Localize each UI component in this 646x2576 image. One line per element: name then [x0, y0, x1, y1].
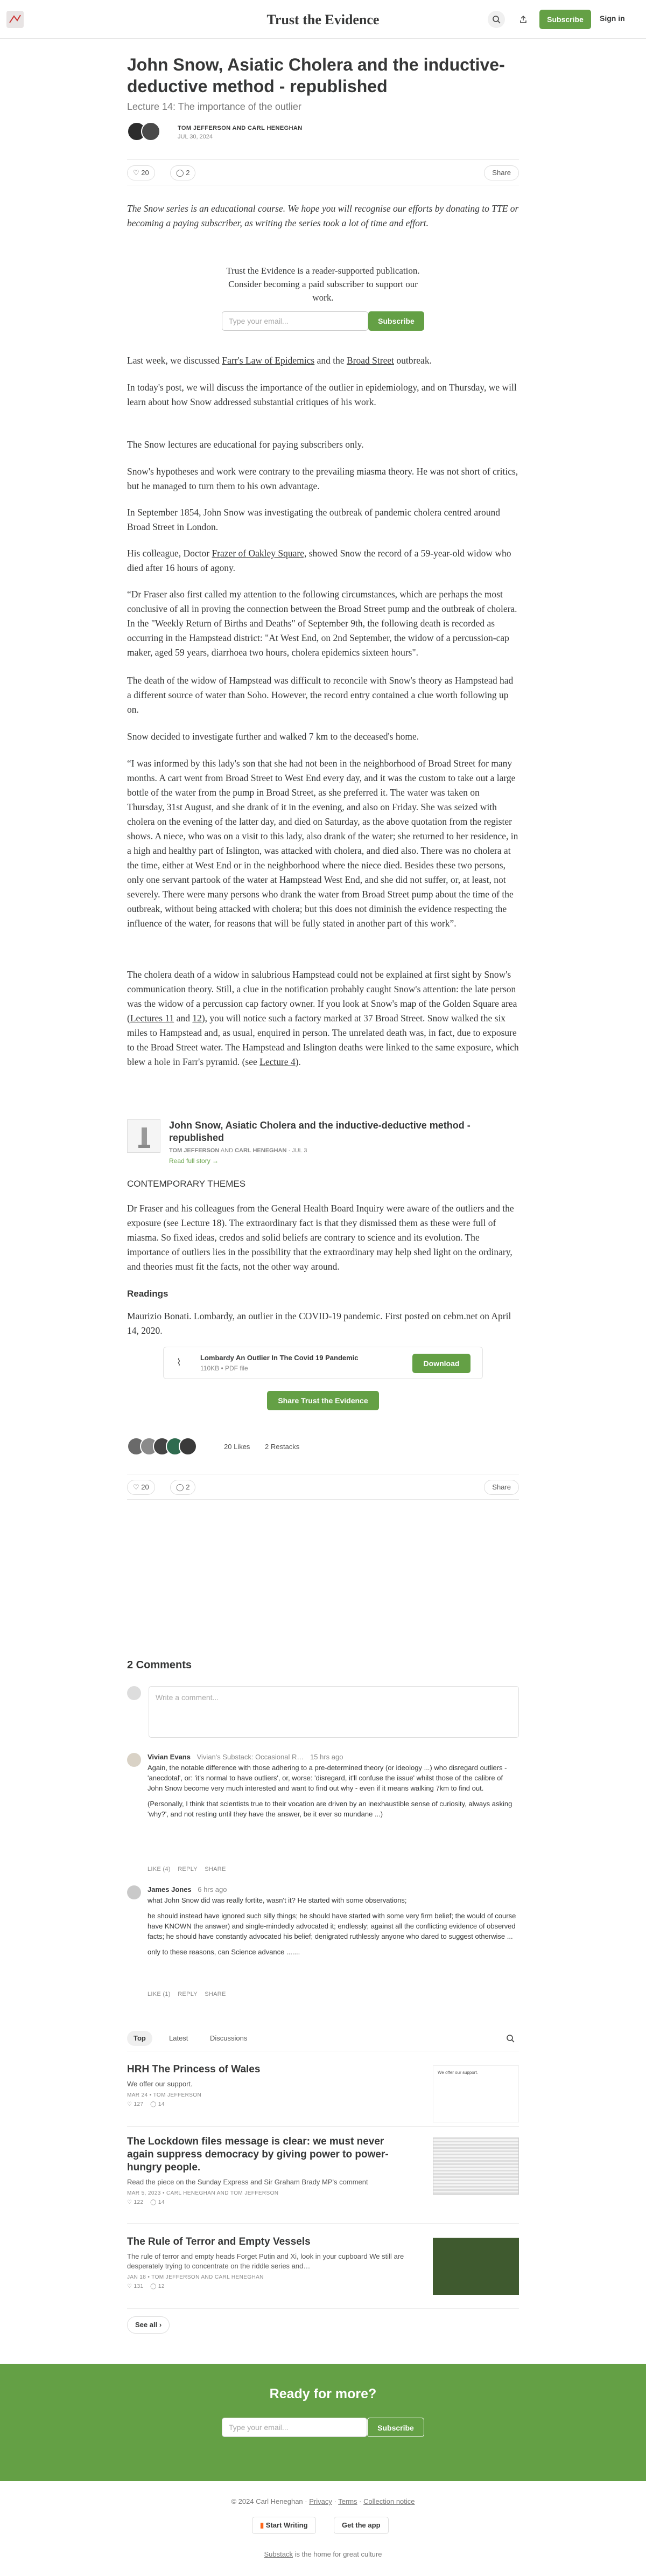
comment-reply-button[interactable]: REPLY	[178, 1866, 198, 1872]
lecture-11-link[interactable]: Lectures 11	[130, 1013, 174, 1024]
tab-latest[interactable]: Latest	[169, 2034, 188, 2042]
substack-icon: ▮	[260, 2521, 264, 2529]
share-icon[interactable]	[515, 11, 532, 28]
subscribe-text: Trust the Evidence is a reader-supported publication. Consider becoming a paid subscriber to support our work.	[226, 266, 420, 303]
copyright: © 2024 Carl Heneghan	[231, 2497, 303, 2505]
intro-text: The Snow series is an educational course. We hope you will recognise our efforts by donating to TTE or becoming a paying subscriber, as writing the series took a lot of time and effort.	[127, 203, 519, 228]
read-full-story-link[interactable]: Read full story →	[169, 1157, 219, 1165]
comment-button[interactable]	[170, 165, 195, 180]
share-button[interactable]: Share	[484, 165, 519, 180]
liker-avatar[interactable]	[179, 1437, 197, 1456]
ready-for-more-banner	[0, 2364, 646, 2481]
start-writing-button[interactable]: ▮ Start Writing	[252, 2517, 316, 2534]
search-icon[interactable]	[488, 11, 505, 28]
subscribe-submit-button[interactable]: Subscribe	[368, 311, 424, 331]
comment-share-button[interactable]: SHARE	[205, 1991, 226, 1997]
card-meta: JAN 18 • TOM JEFFERSON AND CARL HENEGHAN	[127, 2274, 264, 2280]
commenter-avatar[interactable]	[127, 1885, 141, 1899]
commenter-substack[interactable]: Vivian's Substack: Occasional R…	[196, 1753, 304, 1761]
comment-time: 15 hrs ago	[310, 1753, 343, 1761]
file-attachment	[163, 1347, 483, 1379]
tab-discussions[interactable]: Discussions	[210, 2034, 248, 2042]
get-app-button[interactable]: Get the app	[334, 2517, 389, 2534]
comment-count: 2	[186, 1483, 190, 1491]
paperclip-icon: ⌇	[177, 1357, 181, 1368]
download-button[interactable]: Download	[412, 1354, 471, 1373]
card-title[interactable]: The Rule of Terror and Empty Vessels	[127, 2236, 311, 2247]
paragraph: Dr Fraser and his colleagues from the General Health Board Inquiry were aware of the outliers and the exposure (see Lecture 18). The extraordinary fact is that they dismissed them as these were full of miasma. So fixed ideas, credos and solid beliefs are contrary to science and its evolution. The importance of outliers lies in the possibility that the extraordinary may help shed light on the ordinary, and theories must fit the facts, not the other way around.	[127, 1203, 514, 1272]
share-button[interactable]: Share	[484, 1480, 519, 1495]
subscribe-button[interactable]: Subscribe	[539, 10, 591, 29]
substack-tagline: Substack is the home for great culture	[264, 2550, 382, 2558]
card-description: The rule of terror and empty heads Forget Putin and Xi, look in your cupboard We still are desperately trying to concentrate on the riddle series and…	[127, 2252, 404, 2270]
email-input[interactable]: Type your email...	[222, 2418, 367, 2437]
comment-input[interactable]: Write a comment...	[149, 1686, 519, 1738]
post-date: JUL 30, 2024	[178, 134, 213, 140]
card-thumbnail	[433, 2238, 519, 2295]
likes-row	[127, 1437, 519, 1461]
byline	[127, 122, 450, 145]
embed-title: John Snow, Asiatic Cholera and the inductive-deductive method - republished	[169, 1120, 471, 1143]
comment-body: what John Snow did was really fortite, wasn't it? He started with some observations; he should instead have ignored such silly things; he should have started with some very firm belief; the would of course have KNOWN the answer) and single-mindedly advocated it; endlessly; against all the conflicting evidence of observed facts; he should have constantly advocated his belief; denigrated ruthlessly anyone who dared to suggest otherwise ... only to these reasons, can Science advance .......	[148, 1896, 516, 1956]
ready-title: Ready for more?	[269, 2386, 377, 2401]
post-card[interactable]	[127, 2135, 519, 2224]
comment-count: 2	[186, 169, 190, 177]
readings-heading: Readings	[127, 1289, 168, 1299]
heart-icon: ♡	[133, 169, 139, 177]
card-thumbnail: We offer our support.	[433, 2065, 519, 2122]
frazer-link[interactable]: Frazer of Oakley Square,	[212, 548, 307, 559]
card-title[interactable]: The Lockdown files message is clear: we must never again suppress democracy by giving power to power-hungry people.	[127, 2136, 389, 2173]
like-button[interactable]	[127, 165, 155, 180]
commenter-name[interactable]: Vivian Evans	[148, 1753, 191, 1761]
card-thumbnail	[433, 2138, 519, 2195]
commenter-name[interactable]: James Jones	[148, 1885, 192, 1893]
file-name: Lombardy An Outlier In The Covid 19 Pandemic	[200, 1354, 359, 1362]
farr-law-link[interactable]: Farr's Law of Epidemics	[222, 355, 315, 366]
embed-thumbnail	[127, 1119, 160, 1153]
subscribe-submit-button[interactable]: Subscribe	[367, 2418, 424, 2437]
post-card[interactable]	[127, 2063, 519, 2127]
comment-icon: ◯	[176, 169, 184, 177]
post-subtitle: Lecture 14: The importance of the outlier	[127, 101, 301, 112]
privacy-link[interactable]: Privacy	[309, 2497, 332, 2505]
paragraph: Snow's hypotheses and work were contrary to the prevailing miasma theory. He was not short of critics, but he managed to turn them to his own advantage.	[127, 466, 518, 491]
comments-heading: 2 Comments	[127, 1659, 192, 1671]
see-all-button[interactable]: See all ›	[127, 2316, 170, 2334]
author-avatar[interactable]	[141, 122, 160, 141]
embed-meta: TOM JEFFERSON AND CARL HENEGHAN · JUL 3	[169, 1147, 307, 1154]
restacks-count[interactable]: 2 Restacks	[265, 1443, 300, 1451]
post-actions-bottom	[127, 1474, 519, 1500]
search-icon[interactable]	[506, 2034, 515, 2044]
file-size: 110KB • PDF file	[200, 1364, 248, 1372]
like-count: 20	[141, 1483, 149, 1491]
paragraph: In September 1854, John Snow was investigating the outbreak of pandemic cholera centred around Broad Street in London.	[127, 507, 501, 532]
comment-actions	[148, 1991, 226, 1997]
post-tabs	[127, 2031, 519, 2051]
paragraph: The cholera death of a widow in salubrious Hampstead could not be explained at first sight by Snow's communication theory. Still, a clue in the notification probably caught Snow's attention: the late person was the widow of a percussion cap factory owner. If you look at Snow's map of the Golden Square area (Lectures 11 and 12), you will notice such a factory marked at 37 Broad Street. Snow walked the six miles to Hampstead and, as usual, enquired in person. The unrelated death was, in fact, due to exposure to the Broad Street water. The Hampstead and Islington deaths were linked to the same exposure, which blew a hole in Farr's pyramid. (see Lecture 4).	[127, 969, 519, 1067]
embedded-post[interactable]	[127, 1119, 519, 1167]
comment-icon: ◯	[176, 1483, 184, 1491]
site-title[interactable]: Trust the Evidence	[266, 12, 380, 27]
comment-like-button[interactable]: LIKE (1)	[148, 1991, 171, 1997]
lecture-4-link[interactable]: Lecture 4	[259, 1056, 296, 1067]
section-heading: CONTEMPORARY THEMES	[127, 1179, 246, 1189]
card-meta: MAR 5, 2023 • CARL HENEGHAN AND TOM JEFFERSON	[127, 2190, 279, 2196]
comment-reply-button[interactable]: REPLY	[178, 1991, 198, 1997]
post-authors[interactable]: TOM JEFFERSON AND CARL HENEGHAN	[178, 125, 303, 131]
share-publication-button[interactable]: Share Trust the Evidence	[267, 1391, 379, 1410]
like-count: 20	[141, 169, 149, 177]
user-avatar	[127, 1686, 141, 1700]
sign-in-link[interactable]: Sign in	[600, 14, 625, 23]
commenter-avatar[interactable]	[127, 1753, 141, 1767]
comment-button[interactable]	[170, 1480, 195, 1495]
card-description: Read the piece on the Sunday Express and Sir Graham Brady MP's comment	[127, 2178, 368, 2186]
post-card[interactable]	[127, 2236, 519, 2309]
paragraph: The Snow lectures are educational for paying subscribers only.	[127, 439, 364, 450]
email-input[interactable]: Type your email...	[222, 311, 368, 331]
tab-top[interactable]: Top	[127, 2031, 152, 2046]
paragraph: Last week, we discussed Farr's Law of Epidemics and the Broad Street outbreak.	[127, 355, 432, 366]
comment-like-button[interactable]: LIKE (4)	[148, 1866, 171, 1872]
comment	[127, 1885, 519, 2004]
collection-notice-link[interactable]: Collection notice	[363, 2497, 415, 2505]
terms-link[interactable]: Terms	[338, 2497, 357, 2505]
like-button[interactable]	[127, 1480, 155, 1495]
paragraph: Snow decided to investigate further and walked 7 km to the deceased's home.	[127, 731, 419, 742]
card-stats: ♡ 131 ◯ 12	[127, 2283, 165, 2289]
post-actions	[127, 159, 519, 185]
paragraph: In today's post, we will discuss the importance of the outlier in epidemiology, and on Thursday, we will learn about how Snow addressed substantial critiques of his work.	[127, 382, 517, 407]
card-stats: ♡ 127 ◯ 14	[127, 2101, 165, 2107]
paragraph: The death of the widow of Hampstead was difficult to reconcile with Snow's theory as Hampstead had a different source of water than Soho. However, the record entry contained a clue worth following up on.	[127, 675, 514, 715]
likes-count[interactable]: 20 Likes	[224, 1443, 250, 1451]
quote-paragraph: “I was informed by this lady's son that she had not been in the neighborhood of Broad Street for many months. A cart went from Broad Street to West End every day, and it was the custom to take out a large bottle of the water from the pump in Broad Street, as she preferred it. The water was taken on Thursday, 31st August, and she drank of it in the evening, and also on Friday. She was seized with cholera on the evening of the latter day, and died on Saturday, as the above quotation from the register shows. A niece, who was on a visit to this lady, also drank of the water; she returned to her residence, in a high and healthy part of Islington, was attacked with cholera, and died also. There was no cholera at the time, either at West End or in the neighborhood where the niece died. Besides these two persons, only one servant partook of the water at Hampstead West End, and she did not suffer, or, at least, not severely. There were many persons who drank the water from Broad Street pump about the time of the outbreak, without being attacked with cholera; but this does not diminish the evidence respecting the influence of the water, for reasons that will be fully stated in another part of this work”.	[127, 758, 518, 929]
chevron-right-icon: ›	[159, 2321, 162, 2329]
comment-share-button[interactable]: SHARE	[205, 1866, 226, 1872]
heart-icon: ♡	[133, 1483, 139, 1491]
lecture-12-link[interactable]: 12	[192, 1013, 202, 1024]
paragraph: Maurizio Bonati. Lombardy, an outlier in the COVID-19 pandemic. First posted on cebm.net on April 14, 2020.	[127, 1311, 511, 1336]
substack-link[interactable]: Substack	[264, 2550, 293, 2558]
card-meta: MAR 24 • TOM JEFFERSON	[127, 2092, 202, 2098]
comment	[127, 1753, 519, 1877]
card-description: We offer our support.	[127, 2080, 193, 2088]
top-bar	[0, 0, 646, 39]
paragraph: His colleague, Doctor Frazer of Oakley Square, showed Snow the record of a 59-year-old widow who died after 16 hours of agony.	[127, 548, 511, 573]
card-stats: ♡ 122 ◯ 14	[127, 2199, 165, 2205]
broad-street-link[interactable]: Broad Street	[347, 355, 394, 366]
comment-actions	[148, 1866, 226, 1872]
subscribe-box	[127, 264, 519, 325]
post-header	[127, 54, 519, 113]
post-title: John Snow, Asiatic Cholera and the inductive-deductive method - republished	[127, 55, 505, 96]
quote-paragraph: “Dr Fraser also first called my attention to the following circumstances, which are perhaps the most conclusive of all in proving the connection between the Broad Street pump and the outbreak of cholera. In the "Weekly Return of Births and Deaths" of September 9th, the following death is recorded as occurring in the Hampstead district: "At West End, on 2nd September, the widow of a percussion-cap maker, aged 59 years, diarrhoea two hours, cholera epidemics sixteen hours".	[127, 589, 517, 658]
comment-time: 6 hrs ago	[198, 1885, 227, 1893]
comment-body: Again, the notable difference with those adhering to a pre-determined theory (or ideology ...) who disregard outliers -'anecdotal', or: 'it's normal to have outliers', or, worse: 'disregard, it'll confuse the issue' whilst those of the calibre of John Snow become very much interested and want to find out why - even if it means walking 7km to find out. (Personally, I think that scientists true to their vocation are driven by an inexhaustible sense of curiosity, always asking 'why?', and not resting until they have the answer, be it ever so mundane ...)	[148, 1764, 512, 1818]
card-title[interactable]: HRH The Princess of Wales	[127, 2064, 261, 2075]
footer-links: © 2024 Carl Heneghan · Privacy · Terms · Collection notice	[231, 2497, 415, 2505]
